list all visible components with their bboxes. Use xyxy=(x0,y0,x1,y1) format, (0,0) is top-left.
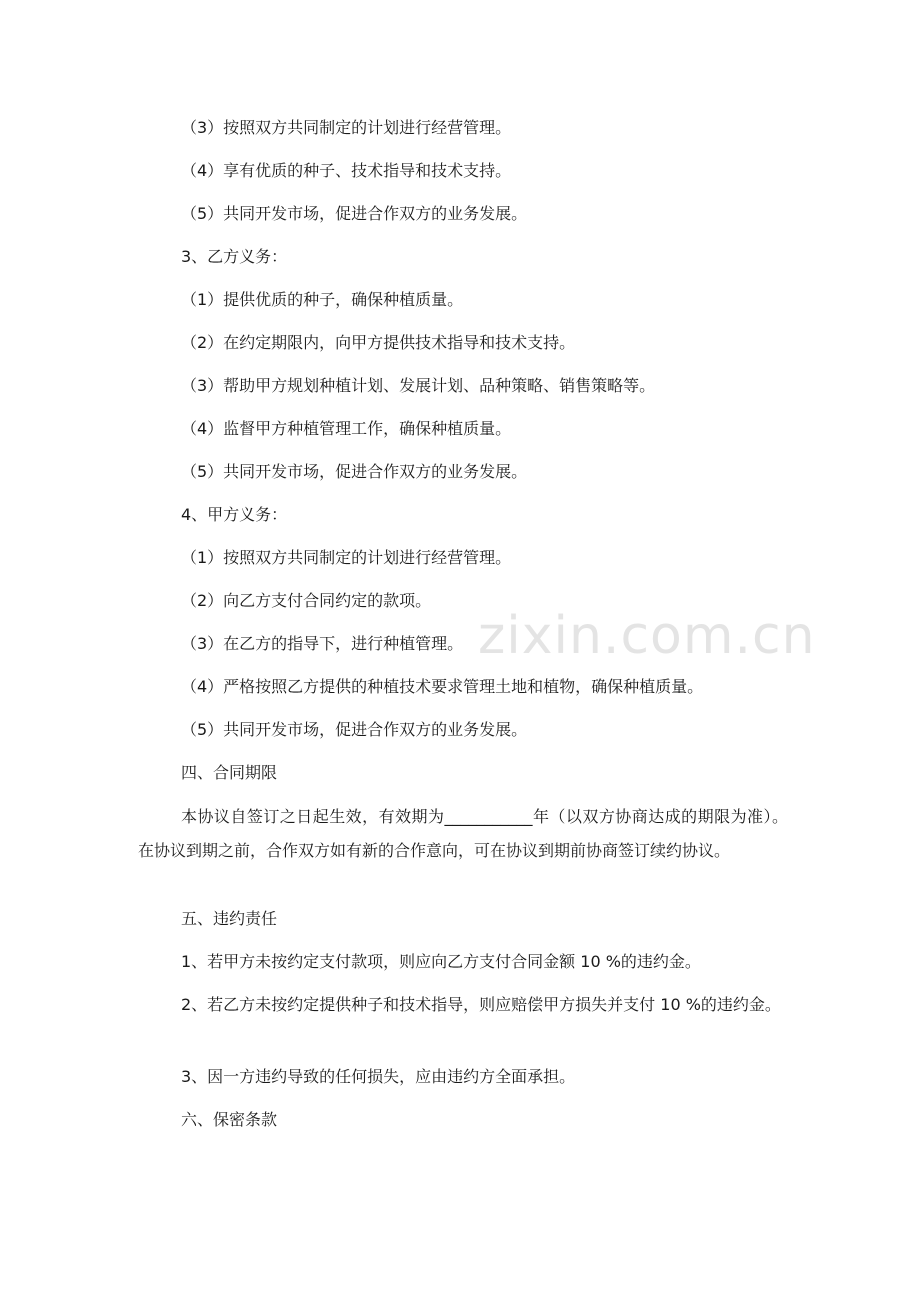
clause-line: （1）按照双方共同制定的计划进行经营管理。 xyxy=(181,548,512,567)
watermark: zixin.com.cn xyxy=(478,606,816,666)
clause-line: （5）共同开发市场，促进合作双方的业务发展。 xyxy=(181,204,528,223)
clause-line: （4）严格按照乙方提供的种植技术要求管理土地和植物，确保种植质量。 xyxy=(181,677,704,696)
clause-line: （3）帮助甲方规划种植计划、发展计划、品种策略、销售策略等。 xyxy=(181,376,656,395)
subsection-heading: 4、甲方义务： xyxy=(181,505,288,524)
breach-clause: 1、若甲方未按约定支付款项，则应向乙方支付合同金额 10 %的违约金。 xyxy=(181,952,701,971)
section-heading: 四、合同期限 xyxy=(181,763,278,782)
clause-line: （2）向乙方支付合同约定的款项。 xyxy=(181,591,432,610)
clause-line: （3）在乙方的指导下，进行种植管理。 xyxy=(181,634,464,653)
term-paragraph: 本协议自签订之日起生效，有效期为___________年（以双方协商达成的期限为准）。在协议到期之前，合作双方如有新的合作意向，可在协议到期前协商签订续约协议。 xyxy=(138,807,788,860)
section-heading: 五、违约责任 xyxy=(181,909,278,928)
clause-line: （4）监督甲方种植管理工作，确保种植质量。 xyxy=(181,419,512,438)
breach-clause: 3、因一方违约导致的任何损失，应由违约方全面承担。 xyxy=(181,1067,576,1086)
clause-line: （2）在约定期限内，向甲方提供技术指导和技术支持。 xyxy=(181,333,576,352)
clause-line: （3）按照双方共同制定的计划进行经营管理。 xyxy=(181,118,512,137)
subsection-heading: 3、乙方义务： xyxy=(181,247,288,266)
section-heading: 六、保密条款 xyxy=(181,1110,278,1129)
clause-line: （5）共同开发市场，促进合作双方的业务发展。 xyxy=(181,462,528,481)
breach-clause: 2、若乙方未按约定提供种子和技术指导，则应赔偿甲方损失并支付 10 %的违约金。 xyxy=(181,995,781,1014)
clause-line: （4）享有优质的种子、技术指导和技术支持。 xyxy=(181,161,512,180)
clause-line: （5）共同开发市场，促进合作双方的业务发展。 xyxy=(181,720,528,739)
clause-line: （1）提供优质的种子，确保种植质量。 xyxy=(181,290,464,309)
